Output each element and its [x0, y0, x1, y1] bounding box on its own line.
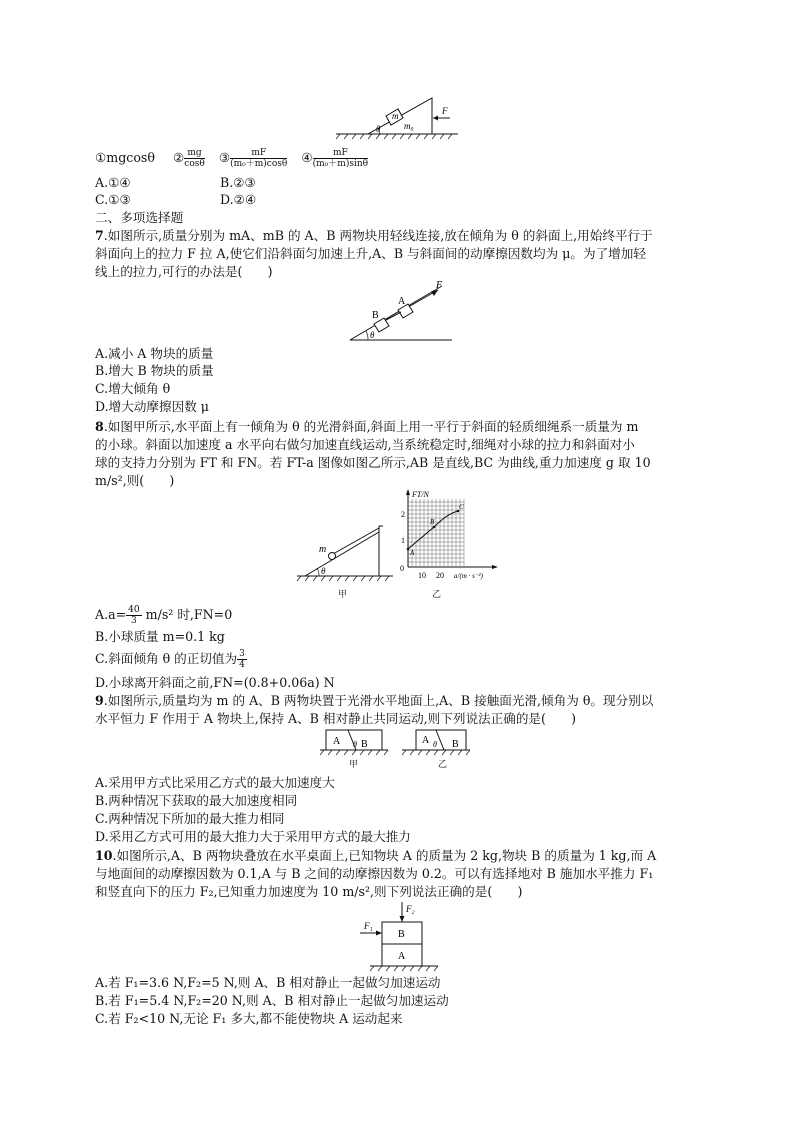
q6-choice-c: C.①③ [95, 192, 131, 207]
q9-label-jia: 甲 [349, 760, 359, 770]
section-heading: 二、多项选择题 [95, 210, 184, 225]
graph-x-label: a/(m · s⁻²) [454, 572, 483, 580]
q8-line-4: m/s²,则( ) [95, 473, 175, 488]
label-B: B [398, 929, 405, 940]
q7-figure [346, 280, 456, 346]
q8-label-yi: 乙 [432, 590, 442, 600]
label-theta: θ [376, 124, 381, 134]
q8-graph-yi [396, 487, 504, 583]
q6-choice-b: B.②③ [220, 175, 256, 190]
label-A: A [422, 735, 430, 746]
q7-choice-a: A.减小 A 物块的质量 [95, 346, 214, 361]
q8-choice-d: D.小球离开斜面之前,FN=(0.8+0.06a) N [95, 675, 335, 690]
q9-figure-jia [318, 726, 390, 756]
q10-line-2: 与地面间的动摩擦因数为 0.1,A 与 B 之间的动摩擦因数为 0.2。可以有选择地对 B 施加水平推力 F₁ [95, 866, 654, 881]
q7-choice-d: D.增大动摩擦因数 μ [95, 399, 209, 414]
q10-choice-a: A.若 F₁=3.6 N,F₂=5 N,则 A、B 相对静止一起做匀加速运动 [95, 975, 441, 990]
label-B: B [361, 739, 368, 750]
graph-y-tick-1: 1 [401, 536, 405, 545]
q9-line-2: 水平恒力 F 作用于 A 物块上,保持 A、B 相对静止共同运动,则下列说法正确的是( ) [95, 711, 577, 726]
q8-line-2: 的小球。斜面以加速度 a 水平向右做匀加速直线运动,当系统稳定时,细绳对小球的拉力和斜面对小 [95, 437, 635, 452]
point-B: B [430, 518, 435, 526]
q7-line-1: 7.如图所示,质量分别为 mA、mB 的 A、B 两物块用轻线连接,放在倾角为 θ 的斜面上,用始终平行于 [95, 228, 653, 243]
q7-line-2: 斜面向上的拉力 F 拉 A,使它们沿斜面匀加速上升,A、B 与斜面间的动摩擦因数均为 μ。为了增加轻 [95, 246, 646, 261]
label-theta: θ [353, 740, 357, 749]
q9-choice-b: B.两种情况下获取的最大加速度相同 [95, 793, 298, 808]
label-A: A [398, 296, 406, 307]
q10-line-1: 10.如图所示,A、B 两物块叠放在水平桌面上,已知物块 A 的质量为 2 kg,物块 B 的质量为 1 kg,而 A [95, 848, 657, 863]
graph-x-tick-20: 20 [436, 571, 444, 580]
q8-choice-a: A.a= $\frac{40}{3}$ m/s² 时,FN=0 [95, 605, 233, 626]
label-theta: θ [433, 740, 437, 749]
label-F1: F₁ [364, 921, 373, 931]
q7-choice-b: B.增大 B 物块的质量 [95, 363, 214, 378]
q8-label-jia: 甲 [338, 590, 348, 600]
label-A: A [333, 736, 341, 747]
option-2-fraction: $\frac{mg}{\cos\theta}$ [184, 148, 205, 169]
label-F: F [436, 280, 443, 291]
point-A: A [410, 549, 415, 557]
q6-choice-a: A.①④ [95, 175, 131, 190]
graph-y-label: FT/N [412, 490, 429, 499]
q7-line-3: 线上的拉力,可行的办法是( ) [95, 264, 273, 279]
q7-choice-c: C.增大倾角 θ [95, 381, 171, 396]
option-4-fraction: $\frac{mF}{\text{(m₀＋m)sinθ}}$ [312, 148, 369, 169]
q9-line-1: 9.如图所示,质量均为 m 的 A、B 两物块置于光滑水平地面上,A、B 接触面光滑,倾角为 θ。现分别以 [95, 693, 654, 708]
q9-choice-c: C.两种情况下所加的最大推力相同 [95, 811, 285, 826]
q9-choice-d: D.采用乙方式可用的最大推力大于采用甲方式的最大推力 [95, 829, 411, 844]
label-theta: θ [370, 330, 375, 340]
label-B: B [372, 310, 379, 321]
q10-figure [352, 898, 442, 974]
q8-choice-c: C.斜面倾角 θ 的正切值为 $\frac{3}{4}$ [95, 649, 245, 670]
q8-figure-jia [295, 520, 395, 582]
graph-x-tick-10: 10 [418, 571, 426, 580]
q8-line-1: 8.如图甲所示,水平面上有一倾角为 θ 的光滑斜面,斜面上用一平行于斜面的轻质细绳系一质量为 m [95, 419, 639, 434]
graph-y-tick-2: 2 [401, 510, 405, 519]
q6-figure [332, 92, 462, 142]
q10-line-3: 和竖直向下的压力 F₂,已知重力加速度为 10 m/s²,则下列说法正确的是( ) [95, 884, 523, 899]
q9-label-yi: 乙 [438, 760, 448, 770]
q10-choice-c: C.若 F₂<10 N,无论 F₁ 多大,都不能使物块 A 运动起来 [95, 1011, 403, 1026]
q9-choice-a: A.采用甲方式比采用乙方式的最大加速度大 [95, 775, 335, 790]
label-F: F [442, 106, 448, 116]
q6-options-row: ①mgcosθ ② $\frac{mg}{\cos\theta}$ ③ $\frac{mF}{\text{(m₀＋m)cosθ}}$ ④ $\frac{mF}{\text{(m₀＋m)sinθ}}$ [95, 148, 369, 169]
option-1: ①mgcosθ [95, 150, 155, 165]
label-F2: F₂ [406, 904, 415, 914]
label-B: B [452, 739, 459, 750]
label-m: m [392, 111, 399, 121]
label-theta: θ [321, 566, 326, 576]
point-C: C [459, 503, 464, 511]
ball [329, 553, 336, 560]
option-3-fraction: $\frac{mF}{\text{(m₀＋m)cosθ}}$ [230, 148, 288, 169]
q8-line-3: 球的支持力分别为 FT 和 FN。若 FT-a 图像如图乙所示,AB 是直线,BC 为曲线,重力加速度 g 取 10 [95, 455, 651, 470]
q6-choice-d: D.②④ [220, 192, 257, 207]
q8-choice-b: B.小球质量 m=0.1 kg [95, 629, 225, 644]
label-m: m [319, 544, 327, 555]
label-A: A [398, 951, 406, 962]
q9-figure-yi [400, 726, 472, 756]
label-m0: m₀ [404, 121, 414, 131]
q10-choice-b: B.若 F₁=5.4 N,F₂=20 N,则 A、B 相对静止一起做匀加速运动 [95, 993, 449, 1008]
graph-origin-label: 0 [400, 564, 404, 573]
